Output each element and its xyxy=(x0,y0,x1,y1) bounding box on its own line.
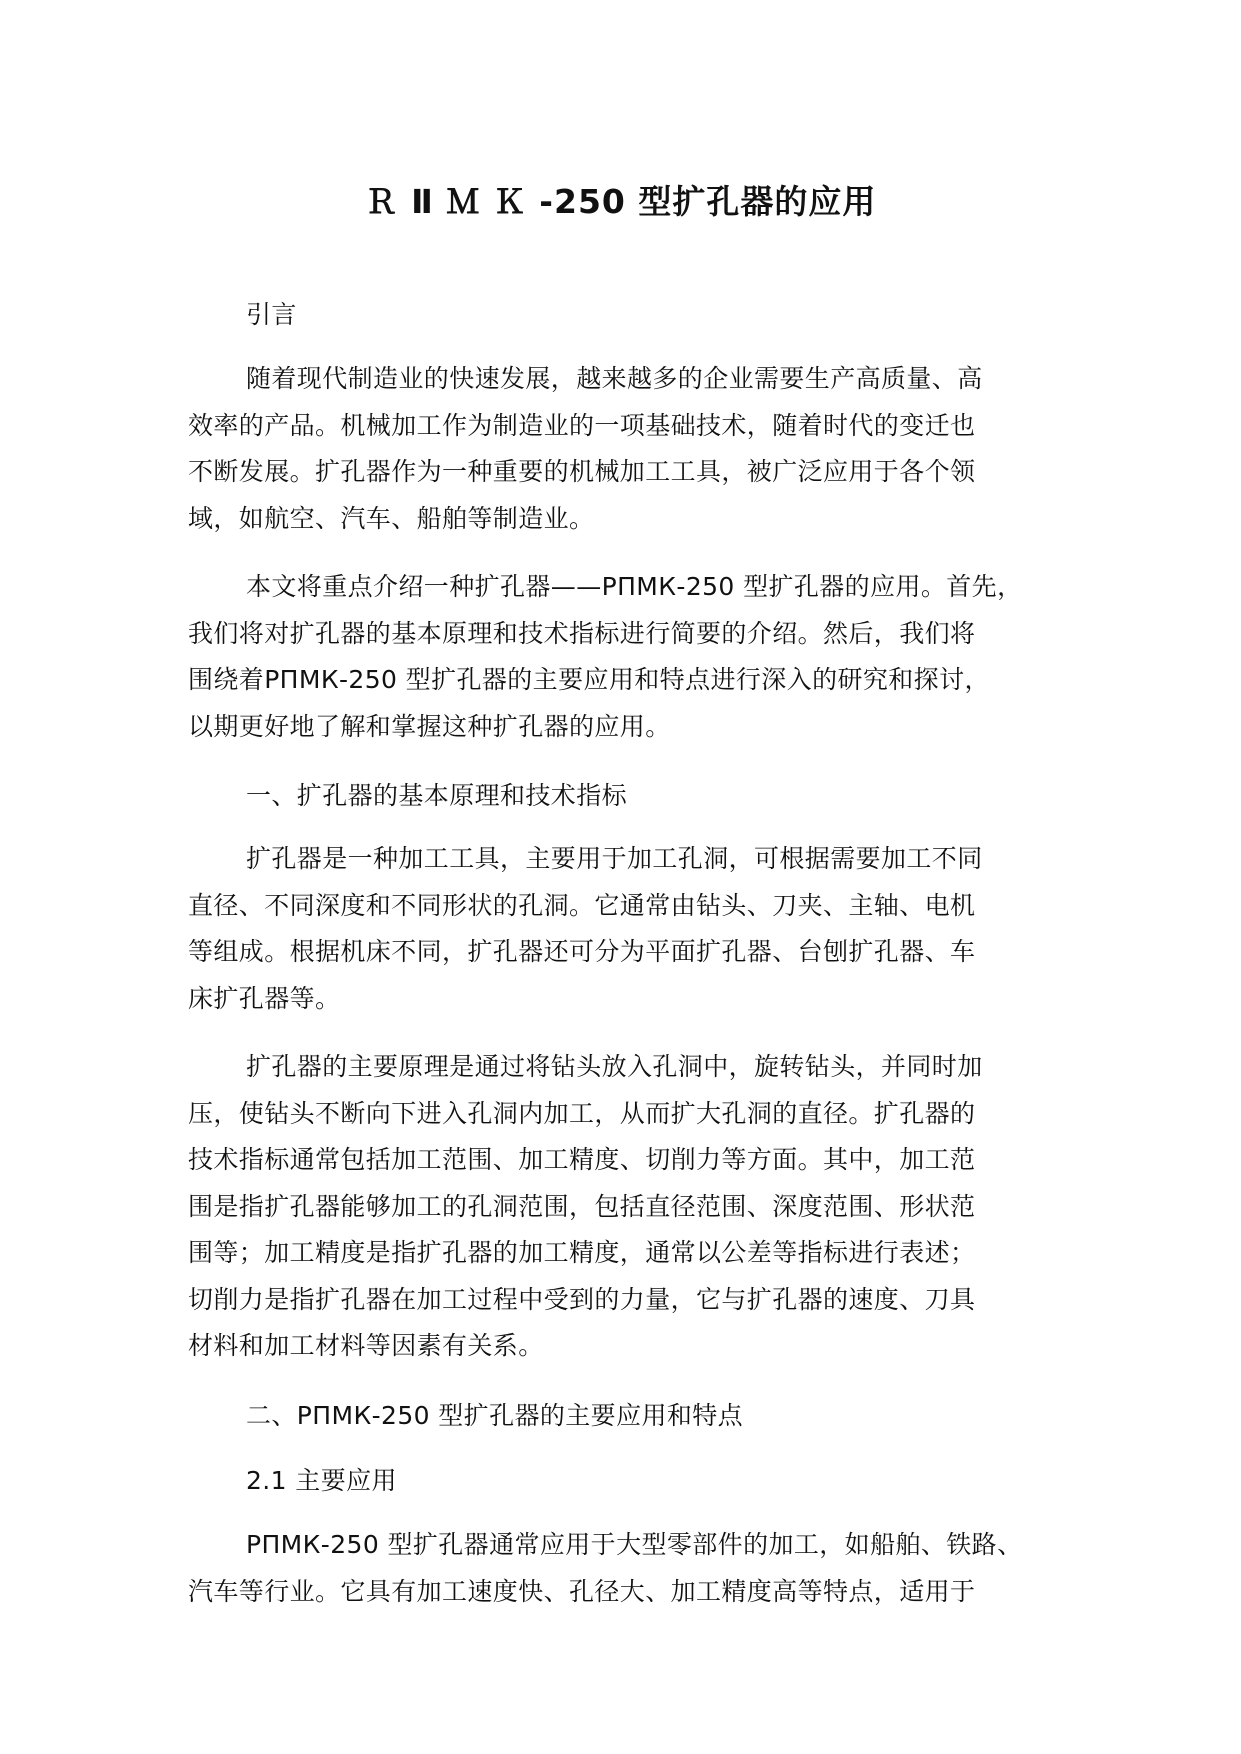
text-line: 等组成。根据机床不同，扩孔器还可分为平面扩孔器、台刨扩孔器、车 xyxy=(188,937,976,966)
text-line: 切削力是指扩孔器在加工过程中受到的力量，它与扩孔器的速度、刀具 xyxy=(188,1284,976,1314)
text-line: 围绕着РПМК-250 型扩孔器的主要应用和特点进行深入的研究和探讨， xyxy=(188,665,990,694)
text-line: РПМК-250 型扩孔器通常应用于大型零部件的加工，如船舶、铁路、 xyxy=(246,1530,1023,1559)
text-line: 域，如航空、汽车、船舶等制造业。 xyxy=(188,503,595,533)
text-line: 以期更好地了解和掌握这种扩孔器的应用。 xyxy=(188,711,671,741)
text-line: 汽车等行业。它具有加工速度快、孔径大、加工精度高等特点，适用于 xyxy=(188,1576,976,1606)
text-line: 扩孔器是一种加工工具，主要用于加工孔洞，可根据需要加工不同 xyxy=(246,844,983,873)
subsection-heading-2-1 xyxy=(188,1458,1098,1505)
heading-introduction xyxy=(188,292,1098,339)
text-line: 扩孔器的主要原理是通过将钻头放入孔洞中，旋转钻头，并同时加 xyxy=(246,1052,983,1081)
paragraph-definition xyxy=(188,836,1098,1022)
paragraph-intro xyxy=(188,356,1098,542)
text-line: 我们将对扩孔器的基本原理和技术指标进行简要的介绍。然后，我们将 xyxy=(188,618,976,648)
text-line: 直径、不同深度和不同形状的孔洞。它通常由钻头、刀夹、主轴、电机 xyxy=(188,890,976,920)
text-line: 2.1 主要应用 xyxy=(246,1466,397,1495)
section-heading-1 xyxy=(188,773,1098,820)
text-line: 本文将重点介绍一种扩孔器——РПМК-250 型扩孔器的应用。首先， xyxy=(246,572,1023,601)
document-title: Ｒ Ⅱ Ｍ Ｋ -250 型扩孔器的应用 xyxy=(364,182,877,221)
text-line: 一、扩孔器的基本原理和技术指标 xyxy=(246,781,628,810)
paragraph-purpose xyxy=(188,564,1098,750)
text-line: 压，使钻头不断向下进入孔洞内加工，从而扩大孔洞的直径。扩孔器的 xyxy=(188,1098,976,1128)
text-line: 围是指扩孔器能够加工的孔洞范围，包括直径范围、深度范围、形状范 xyxy=(188,1191,976,1221)
text-line: 随着现代制造业的快速发展，越来越多的企业需要生产高质量、高 xyxy=(246,364,983,393)
text-line: 不断发展。扩孔器作为一种重要的机械加工工具，被广泛应用于各个领 xyxy=(188,457,976,486)
paragraph-applications xyxy=(188,1522,1098,1615)
section-heading-2 xyxy=(188,1393,1098,1440)
text-line: 床扩孔器等。 xyxy=(188,983,341,1013)
text-line: 材料和加工材料等因素有关系。 xyxy=(188,1331,544,1360)
text-line: 围等；加工精度是指扩孔器的加工精度，通常以公差等指标进行表述； xyxy=(188,1238,976,1267)
paragraph-principle xyxy=(188,1044,1098,1370)
text-line: 技术指标通常包括加工范围、加工精度、切削力等方面。其中，加工范 xyxy=(188,1145,976,1174)
text-line: 二、РПМК-250 型扩孔器的主要应用和特点 xyxy=(246,1401,744,1430)
text-line: 引言 xyxy=(246,300,297,329)
text-line: 效率的产品。机械加工作为制造业的一项基础技术，随着时代的变迁也 xyxy=(188,410,976,440)
